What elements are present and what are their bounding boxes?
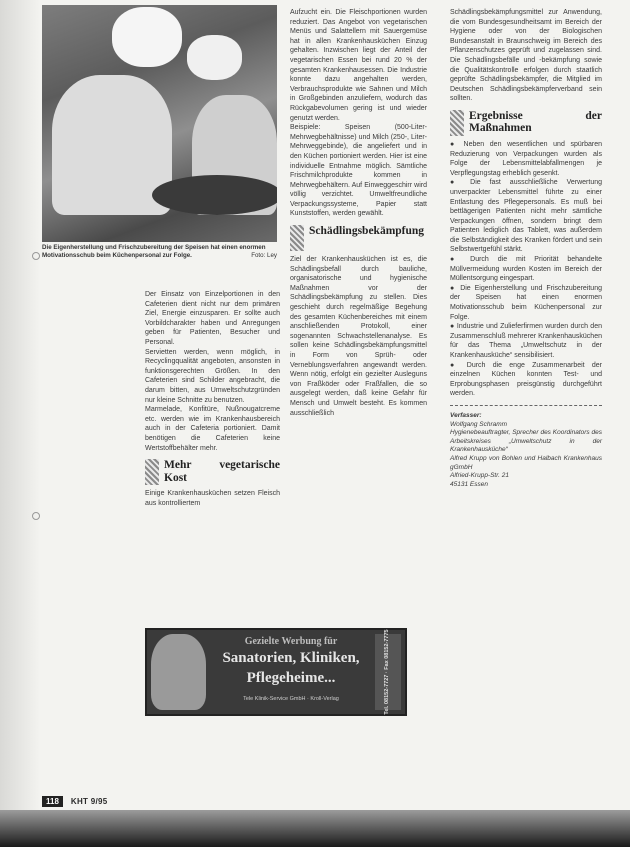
bullet-item: ● Die fast ausschließliche Verwertung unverpackter Lebensmittel führte zu einer Entlastung des Pflegepersonals. Es muß bei bettlägerigen Patienten nicht mehr sämtliche Verpackungen öffnen, sondern bringt dem Patienten lediglich das Tablett, was außerdem die Selbständigkeit des Kranken fördert und sein Selbstwertgefühl stärkt. <box>450 179 602 254</box>
heading-hatch-icon <box>145 459 159 485</box>
binder-hole-icon <box>32 252 40 260</box>
paragraph: Schädlingsbekämpfungsmittel zur Anwendung, die vom Bundesgesundheitsamt im Bereich der Hygiene oder von der Biologischen Bundesanstalt in Braunschweig im Bereich des Pflanzenschutzes geprüft und zugelassen sind. Die Schädlingsbefälle und -bekämpfung sowie die Qualitätskontrolle erfolgen durch staatlich geprüfte Schädlingsbekämpfer, die Mitglied im Deutschen Schädlingsbekämpferverband sein sollten. <box>450 9 602 103</box>
text-column-3 <box>450 8 602 489</box>
scan-bottom-band <box>0 810 630 847</box>
bullet-text: Durch die enge Zusammenarbeit der einzelnen Küchen konnten Test- und Erprobungsphasen preisgünstig durchgeführt werden. <box>450 361 602 398</box>
author-line: Alfred Krupp von Bohlen und Halbach Krankenhaus gGmbH <box>450 454 602 471</box>
photo-caption-text: Die Eigenherstellung und Frischzubereitung der Speisen hat einen enormen Motivationsschub beim Küchenpersonal zur Folge. <box>42 244 266 260</box>
section-heading-text: Mehr vegetarische Kost <box>164 459 280 484</box>
cooking-pan <box>152 175 277 215</box>
page-number: 118 <box>42 796 63 807</box>
ad-portrait <box>151 634 206 710</box>
paragraph: Marmelade, Konfitüre, Nußnougatcreme etc. werden wie im Krankenhausbereich auch in der Cafeteria portioniert. Damit benötigen die Cafeterien keine Wertstoffbehälter mehr. <box>145 406 280 452</box>
section-heading <box>290 225 427 251</box>
paragraph: Aufzucht ein. Die Fleischportionen wurden reduziert. Das Angebot von vegetarischen Menüs und Salattellern mit Sauergemüse hat in allen Krankenhausküchen Einzug gehalten. Inzwischen liegt der Anteil der vegetarischen Essen bei rund 20 % der gesamten Krankenhausessen. Die Industrie konnte dazu angehalten werden, Verbrauchsprodukte wie Sahnen und Milch in Großgebinden anzuliefern, wodurch das Rückgabevolumen gering ist und wieder genutzt werden. <box>290 9 427 122</box>
scan-edge-shade <box>0 0 40 847</box>
bullet-item: ● Die Eigenherstellung und Frischzubereitung der Speisen hat einen enormen Motivationsschub beim Küchenpersonal zur Folge. <box>450 284 602 321</box>
section-heading <box>450 110 602 136</box>
bullet-text: Die Eigenherstellung und Frischzubereitung der Speisen hat einen enormen Motivationsschub beim Küchenpersonal zur Folge. <box>450 284 602 321</box>
bullet-item: ● Industrie und Zulieferfirmen wurden durch den Zusammenschluß mehrerer Krankenhausküchen für das Thema „Umweltschutz in der Krankenhausküche“ sensibilisiert. <box>450 323 602 359</box>
bullet-text: Durch die mit Priorität behandelte Müllvermeidung wurden Kosten im Bereich der Müllentsorgung eingespart. <box>450 256 602 283</box>
paragraph: Beispiele: Speisen (500-Liter-Mehrwegbehältnisse) und Milch (250-, Liter-Mehrweggebinde), die angeliefert und in den Küchen portioniert werden. Hier ist eine individuelle Entnahme möglich. Sämtliche Frischmilchprodukte kommen in Mehrwegbehältern. Auf Einweggeschirr wird völlig verzichtet. Umweltfreundliche Verpackungssysteme, Papier statt Kunststoffen, werden gewählt. <box>290 124 427 218</box>
page-footer <box>42 796 108 807</box>
author-line: 45131 Essen <box>450 480 488 488</box>
paragraph: Einige Krankenhausküchen setzen Fleisch aus kontrolliertem <box>145 490 280 507</box>
bullet-text: Industrie und Zulieferfirmen wurden durch den Zusammenschluß mehrerer Krankenhausküchen für das Thema „Umweltschutz in der Krankenhausküche“ sensibilisiert. <box>450 323 602 359</box>
authors-box <box>450 405 602 489</box>
paragraph: Ziel der Krankenhausküchen ist es, die Schädlingsbefall durch bauliche, organisatorische und hygienische Maßnahmen vor der Schädlingsbekämpfung zu stellen. Dies geschieht durch regelmäßige Begehung des gesamten Küchenbereiches mit einem anschließenden Protokoll, einer sogenannten Schwachstellenanalyse. Es sollen keine Schädlingsbekämpfungsmittel in Form von Sprüh- oder Verneblungsverfahren angewandt werden. Wenn nötig, erfolgt ein gezielter Ausleguns von Fraßköder oder Fraßfallen, die so ausgelegt werden, daß keine Gefahr für Mensch und Umwelt besteht. Es kommen ausschließlich <box>290 256 427 417</box>
advertisement <box>145 628 407 716</box>
photo-caption <box>42 244 277 260</box>
author-line: Hygienebeauftragter, Sprecher des Koordinators des Arbeitskreises „Umweltschutz in der Krankenhausküche“ <box>450 429 602 454</box>
heading-hatch-icon <box>290 225 304 251</box>
bullet-item: ● Durch die enge Zusammenarbeit der einzelnen Küchen konnten Test- und Erprobungsphasen preisgünstig durchgeführt werden. <box>450 361 602 398</box>
author-line: Alfried-Krupp-Str. 21 <box>450 472 510 480</box>
ad-line-3: Pflegeheime... <box>246 670 336 686</box>
ad-contact-strip <box>375 629 401 715</box>
bullet-item: ● Durch die mit Priorität behandelte Müllvermeidung wurden Kosten im Bereich der Müllentsorgung eingespart. <box>450 256 602 283</box>
text-column-2 <box>290 8 427 418</box>
paragraph: Servietten werden, wenn möglich, in Recyclingqualität angeboten, ansonsten in funktionsgerechten Größen. In den Cafeterien sind Schilder angebracht, die darum bitten, aus Umweltschutzgründen nur kleine Schnitte zu benutzen. <box>145 348 280 404</box>
text-column-1 <box>145 290 280 508</box>
bullet-text: Neben den wesentlichen und spürbaren Reduzierung von Verpackungen wurden als Folge der Lebensmittelabfallmengen je Verpflegungstag erheblich gesenkt. <box>450 140 602 177</box>
ad-line-2: Sanatorien, Kliniken, <box>222 650 360 666</box>
ad-line-4: Tele Klinik-Service GmbH · Kroll-Verlag <box>243 696 339 702</box>
issue-label: KHT 9/95 <box>70 797 108 806</box>
author-line: Wolfgang Schramm <box>450 420 508 428</box>
chef-hat-1 <box>112 7 182 67</box>
section-heading-text: Schädlingsbekämpfung <box>309 225 425 238</box>
ad-line-1: Gezielte Werbung für <box>244 636 338 647</box>
paragraph: Der Einsatz von Einzelportionen in den Cafeterien dient nicht nur dem primären Ziel, Energie einzusparen. Er sollte auch Vorbildcharakter haben und Anregungen geben für Patienten, Besucher und Personal. <box>145 291 280 346</box>
photo-credit: Foto: Ley <box>251 252 277 260</box>
kitchen-photo <box>42 5 277 242</box>
section-heading-text: Ergebnisse der Maßnahmen <box>469 109 602 135</box>
bullet-text: Die fast ausschließliche Verwertung unverpackter Lebensmittel führte zu einer Entlastung des Pflegepersonals. Es muß bei bettlägerigen Patienten nicht mehr sämtliche Verpackungen öffnen, sondern bringt dem Patienten lediglich das Tablett, was außerdem die Selbständigkeit des Kranken fördert und sein Selbstwertgefühl stärkt. <box>450 179 602 254</box>
ad-contact-text: Tel. 08152-7727 · Fax 08152-7775 <box>384 629 390 715</box>
heading-hatch-icon <box>450 110 464 136</box>
bullet-item: ● Neben den wesentlichen und spürbaren Reduzierung von Verpackungen wurden als Folge der Lebensmittelabfallmengen je Verpflegungstag erheblich gesenkt. <box>450 140 602 177</box>
chef-hat-2 <box>187 35 242 80</box>
authors-title: Verfasser: <box>450 411 482 419</box>
section-heading <box>145 459 280 485</box>
binder-hole-icon <box>32 512 40 520</box>
